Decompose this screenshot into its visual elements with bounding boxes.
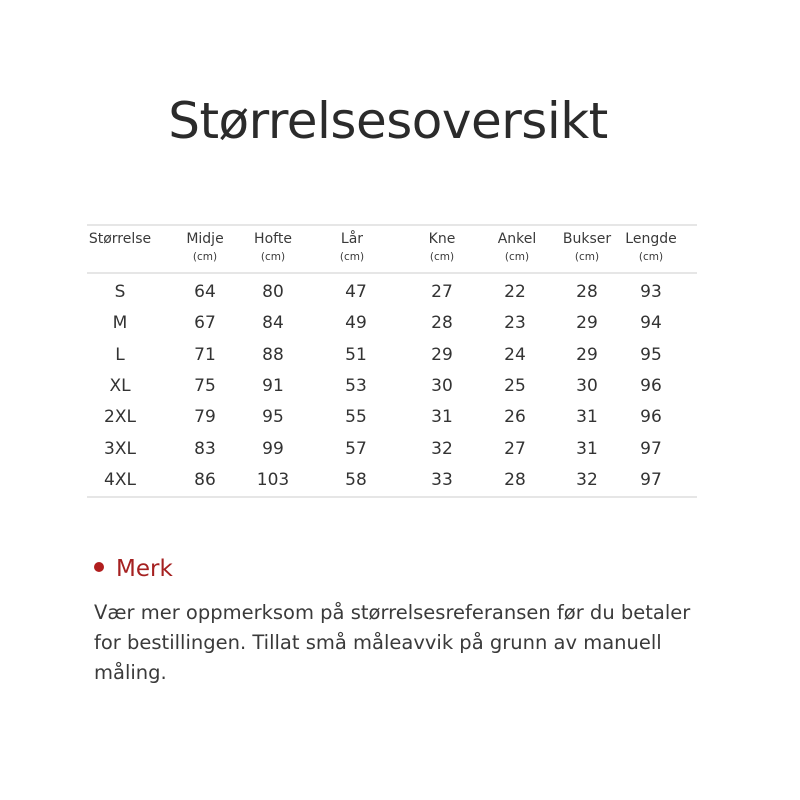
table-cell: 33 <box>431 469 453 490</box>
table-cell: 29 <box>576 344 598 365</box>
table-cell: 97 <box>640 469 662 490</box>
column-unit: (cm) <box>260 251 286 263</box>
table-cell: 84 <box>262 313 284 334</box>
column-header <box>429 231 456 266</box>
column-header <box>186 231 223 266</box>
size-label: L <box>115 344 125 365</box>
size-label: 2XL <box>104 407 136 428</box>
table-cell: 99 <box>262 438 284 459</box>
table-cell: 32 <box>431 438 453 459</box>
page-title: Størrelsesoversikt <box>168 92 608 150</box>
size-label: 3XL <box>104 438 136 459</box>
column-header <box>498 231 537 266</box>
table-cell: 24 <box>504 344 526 365</box>
table-cell: 29 <box>431 344 453 365</box>
table-row <box>87 282 697 313</box>
table-cell: 22 <box>504 282 526 302</box>
table-cell: 47 <box>345 282 367 302</box>
column-header <box>254 231 292 266</box>
column-unit: (cm) <box>339 251 365 263</box>
table-cell: 95 <box>640 344 662 365</box>
column-header <box>340 231 364 266</box>
column-header <box>89 231 151 248</box>
table-cell: 27 <box>431 282 453 302</box>
table-cell: 23 <box>504 313 526 334</box>
table-cell: 80 <box>262 282 284 302</box>
table-cell: 30 <box>431 375 453 396</box>
table-cell: 94 <box>640 313 662 334</box>
table-cell: 67 <box>194 313 216 334</box>
table-cell: 88 <box>262 344 284 365</box>
table-cell: 57 <box>345 438 367 459</box>
column-name: Lengde <box>625 231 677 247</box>
table-cell: 79 <box>194 407 216 428</box>
bullet-icon <box>94 562 104 572</box>
table-cell: 96 <box>640 407 662 428</box>
column-name: Midje <box>186 231 224 247</box>
table-cell: 86 <box>194 469 216 490</box>
table-cell: 29 <box>576 313 598 334</box>
table-cell: 91 <box>262 375 284 396</box>
table-cell: 51 <box>345 344 367 365</box>
column-unit: (cm) <box>192 251 218 263</box>
table-cell: 31 <box>576 438 598 459</box>
table-cell: 64 <box>194 282 216 302</box>
column-header <box>625 231 676 266</box>
column-name: Kne <box>428 231 456 247</box>
table-header <box>87 226 697 274</box>
table-cell: 32 <box>576 469 598 490</box>
size-label: XL <box>109 375 131 396</box>
size-label: S <box>114 282 126 302</box>
table-row <box>87 345 697 376</box>
table-cell: 58 <box>345 469 367 490</box>
table-cell: 28 <box>431 313 453 334</box>
table-cell: 27 <box>504 438 526 459</box>
column-name: Lår <box>340 231 364 247</box>
table-cell: 28 <box>504 469 526 490</box>
table-cell: 55 <box>345 407 367 428</box>
column-name: Størrelse <box>88 231 152 247</box>
table-cell: 31 <box>576 407 598 428</box>
table-row <box>87 470 697 501</box>
note-heading <box>94 554 173 584</box>
table-cell: 97 <box>640 438 662 459</box>
column-unit: (cm) <box>638 251 664 263</box>
column-name: Bukser <box>562 231 612 247</box>
table-cell: 26 <box>504 407 526 428</box>
table-cell: 30 <box>576 375 598 396</box>
table-row <box>87 313 697 344</box>
table-cell: 75 <box>194 375 216 396</box>
size-label: 4XL <box>104 469 136 490</box>
table-cell: 103 <box>256 469 290 490</box>
table-body <box>87 274 697 496</box>
column-unit: (cm) <box>429 251 455 263</box>
table-cell: 25 <box>504 375 526 396</box>
table-cell: 31 <box>431 407 453 428</box>
column-name: Hofte <box>254 231 292 247</box>
table-cell: 28 <box>576 282 598 302</box>
column-unit: (cm) <box>504 251 530 263</box>
size-label: M <box>112 313 128 334</box>
table-cell: 93 <box>640 282 662 302</box>
table-cell: 96 <box>640 375 662 396</box>
table-cell: 49 <box>345 313 367 334</box>
table-row <box>87 439 697 470</box>
column-name: Ankel <box>497 231 537 247</box>
table-row <box>87 407 697 438</box>
table-row <box>87 376 697 407</box>
table-cell: 71 <box>194 344 216 365</box>
column-header <box>563 231 611 266</box>
column-unit: (cm) <box>574 251 600 263</box>
table-cell: 83 <box>194 438 216 459</box>
table-cell: 53 <box>345 375 367 396</box>
size-table <box>87 224 697 498</box>
table-cell: 95 <box>262 407 284 428</box>
note-title: Merk <box>116 556 173 582</box>
note-text: Vær mer oppmerksom på størrelsesreferansen før du betaler for bestillingen. Tillat små måleavvik på grunn av manuell måling. <box>94 601 691 684</box>
